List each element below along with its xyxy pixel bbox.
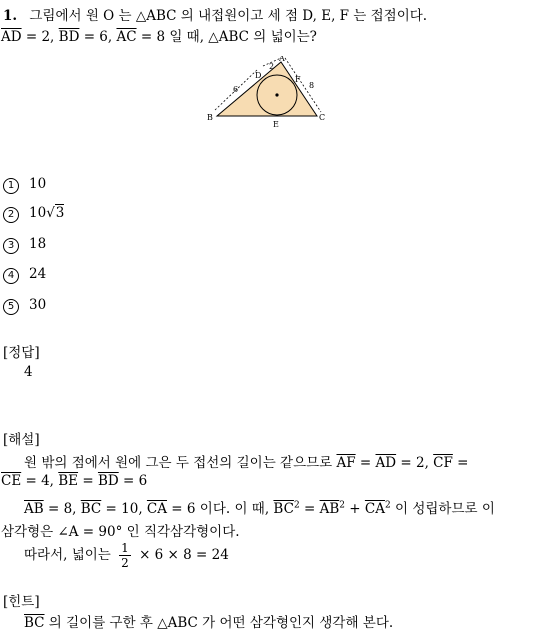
explanation-line-5 bbox=[24, 541, 229, 570]
explanation-line-3 bbox=[24, 497, 495, 517]
explanation-text: = 2, bbox=[396, 455, 434, 471]
choice-mark: 1 bbox=[3, 178, 19, 194]
choice-value: 10√3 bbox=[29, 205, 65, 221]
explanation-text: = 10, bbox=[101, 501, 147, 517]
choice-4[interactable] bbox=[3, 266, 46, 284]
segment-ce: $\overline{CE}$ bbox=[1, 473, 22, 489]
bd-value: = 6, bbox=[79, 29, 117, 45]
explanation-line-2 bbox=[1, 473, 147, 489]
fraction bbox=[119, 541, 131, 570]
segment-bd: $\overline{BD}$ bbox=[97, 473, 119, 489]
segment-bd: $\overline{BD}$ bbox=[58, 29, 80, 45]
segment-af: $\overline{AF}$ bbox=[336, 455, 356, 471]
explanation-text: = 8, bbox=[43, 501, 81, 517]
equals: = bbox=[299, 501, 320, 517]
equals: = bbox=[78, 473, 98, 489]
explanation-heading: [해설] bbox=[3, 432, 40, 448]
ac-value: = 8 일 때, △ABC 의 넓이는? bbox=[136, 29, 317, 45]
segment-cf: $\overline{CF}$ bbox=[433, 455, 453, 471]
segment-bc: $\overline{BC}$ bbox=[273, 501, 294, 517]
equals: = bbox=[452, 455, 469, 471]
choice-mark: 3 bbox=[3, 238, 19, 254]
label-b: B bbox=[207, 113, 213, 122]
explanation-text: = 6 bbox=[118, 473, 148, 489]
hint-text: 의 길이를 구한 후 △ABC 가 어떤 삼각형인지 생각해 본다. bbox=[44, 615, 394, 631]
choice-value: 30 bbox=[29, 297, 47, 313]
segment-ca: $\overline{CA}$ bbox=[146, 501, 168, 517]
choice-value: 24 bbox=[29, 266, 47, 282]
label-f: F bbox=[295, 75, 301, 84]
explanation-line-1 bbox=[24, 451, 468, 471]
fraction-numerator: 1 bbox=[121, 541, 129, 555]
segment-ca: $\overline{CA}$ bbox=[364, 501, 385, 517]
hint-heading: [힌트] bbox=[3, 594, 40, 610]
triangle-abc bbox=[217, 62, 317, 116]
plus: + bbox=[344, 501, 365, 517]
segment-be: $\overline{BE}$ bbox=[58, 473, 79, 489]
explanation-text: 원 밖의 점에서 원에 그은 두 접선의 길이는 같으므로 bbox=[24, 455, 337, 471]
segment-ad: $\overline{AD}$ bbox=[1, 29, 22, 45]
segment-bc: $\overline{BC}$ bbox=[80, 501, 102, 517]
segment-ab: $\overline{AB}$ bbox=[319, 501, 340, 517]
triangle-figure bbox=[205, 56, 333, 132]
choice-mark: 5 bbox=[3, 299, 19, 315]
choice-1[interactable] bbox=[3, 176, 46, 194]
exponent: 2 bbox=[384, 500, 391, 511]
explanation-text: = 6 이다. 이 때, bbox=[167, 501, 274, 517]
choice-mark: 4 bbox=[3, 268, 19, 284]
question-line-2 bbox=[1, 25, 317, 45]
choice-5[interactable] bbox=[3, 297, 46, 315]
label-c: C bbox=[319, 113, 326, 122]
choice-mark: 2 bbox=[3, 207, 19, 223]
label-e: E bbox=[273, 120, 279, 129]
choice-value-radicand: 3 bbox=[55, 205, 65, 221]
center-o bbox=[275, 93, 278, 96]
label-d: D bbox=[255, 71, 262, 80]
choice-3[interactable] bbox=[3, 236, 46, 254]
fraction-denominator: 2 bbox=[121, 556, 129, 570]
question-line-1 bbox=[3, 4, 427, 24]
explanation-text: 이 성립하므로 이 bbox=[390, 501, 495, 517]
choice-value-coef: 10 bbox=[29, 205, 47, 221]
segment-ab: $\overline{AB}$ bbox=[24, 501, 44, 517]
answer-heading: [정답] bbox=[3, 345, 40, 361]
explanation-line-4: 삼각형은 ∠A = 90° 인 직각삼각형이다. bbox=[1, 524, 240, 540]
label-8: 8 bbox=[309, 81, 315, 90]
segment-bc: $\overline{BC}$ bbox=[24, 615, 45, 631]
exponent: 2 bbox=[339, 500, 345, 511]
label-a: A bbox=[279, 56, 285, 63]
choice-2[interactable] bbox=[3, 205, 64, 223]
explanation-text: × 6 × 8 = 24 bbox=[139, 547, 229, 563]
exponent: 2 bbox=[293, 500, 300, 511]
ad-value: = 2, bbox=[21, 29, 59, 45]
answer-value: 4 bbox=[24, 364, 33, 380]
choice-value: 18 bbox=[29, 236, 47, 252]
explanation-text: = 4, bbox=[21, 473, 59, 489]
choice-value: 10 bbox=[29, 176, 47, 192]
equals: = bbox=[355, 455, 376, 471]
segment-ac: $\overline{AC}$ bbox=[116, 29, 137, 45]
label-2: 2 bbox=[269, 62, 275, 71]
segment-ad: $\overline{AD}$ bbox=[375, 455, 397, 471]
question-text-1: 그림에서 원 O 는 △ABC 의 내접원이고 세 점 D, E, F 는 접점이다. bbox=[29, 8, 428, 24]
explanation-text: 따라서, 넓이는 bbox=[24, 547, 111, 563]
label-6: 6 bbox=[233, 85, 239, 94]
hint-text-line bbox=[24, 611, 393, 631]
question-number: 1. bbox=[3, 8, 18, 24]
